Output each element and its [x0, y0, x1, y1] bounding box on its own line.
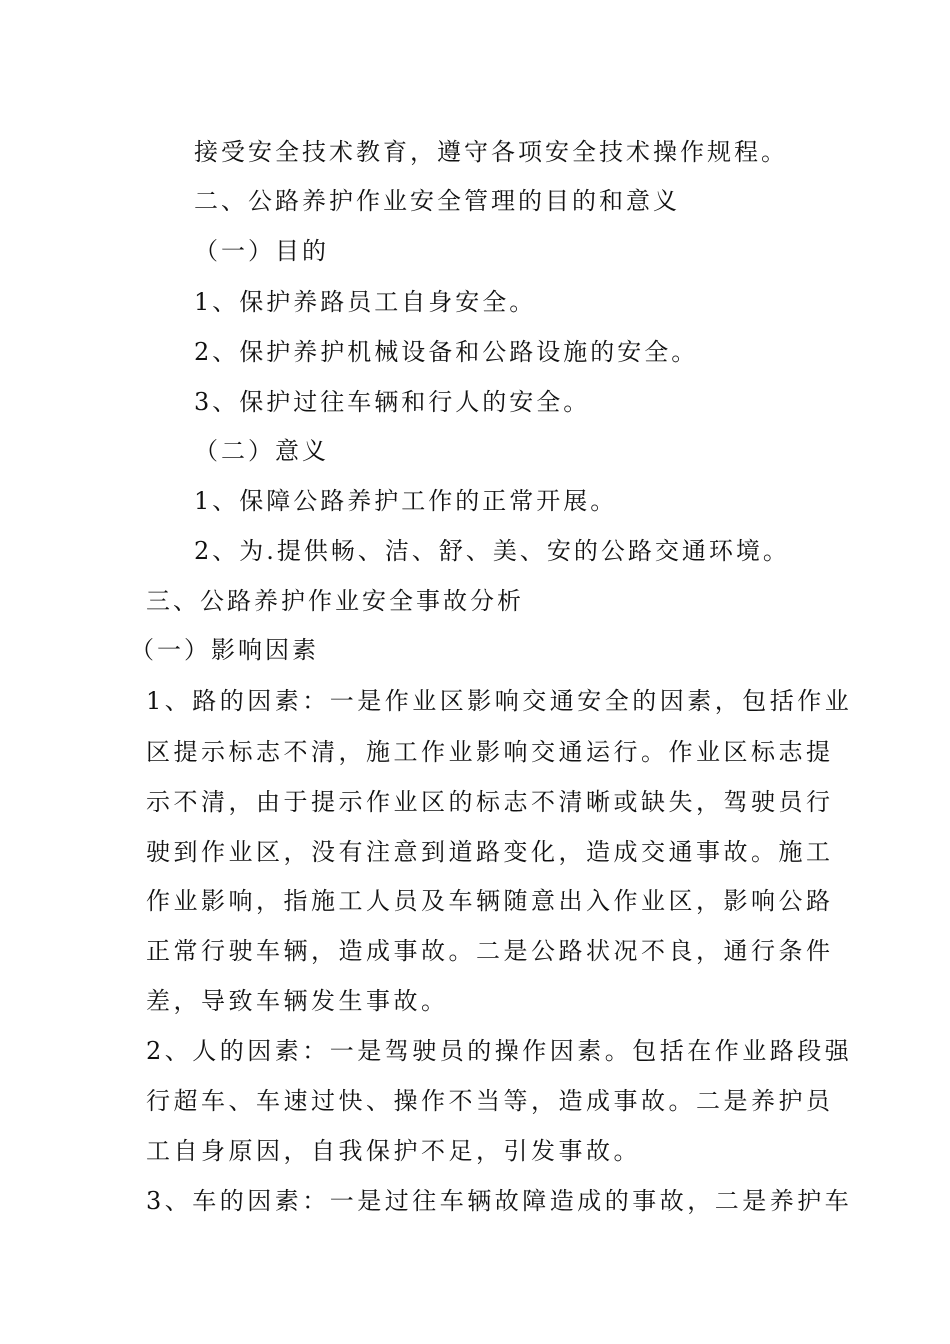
paragraph-line: 工自身原因，自我保护不足，引发事故。: [146, 1137, 641, 1165]
list-item: 2、为.提供畅、洁、舒、美、安的公路交通环境。: [194, 537, 790, 565]
subsection-heading: （一）影响因素: [130, 636, 319, 664]
list-item: 1、保障公路养护工作的正常开展。: [194, 487, 618, 515]
subsection-heading: （二）意义: [194, 437, 329, 465]
paragraph-line: 示不清，由于提示作业区的标志不清晰或缺失，驾驶员行: [146, 788, 834, 816]
paragraph-line: 正常行驶车辆，造成事故。二是公路状况不良，通行条件: [146, 937, 834, 965]
paragraph-line: 行超车、车速过快、操作不当等，造成事故。二是养护员: [146, 1087, 834, 1115]
paragraph-line: 差，导致车辆发生事故。: [146, 987, 449, 1015]
paragraph-line: 驶到作业区，没有注意到道路变化，造成交通事故。施工: [146, 838, 834, 866]
list-item: 1、保护养路员工自身安全。: [194, 288, 537, 316]
paragraph-line: 1、路的因素：一是作业区影响交通安全的因素，包括作业: [146, 687, 853, 715]
paragraph-line: 2、人的因素：一是驾驶员的操作因素。包括在作业路段强: [146, 1037, 853, 1065]
text-line: 接受安全技术教育，遵守各项安全技术操作规程。: [194, 138, 788, 166]
paragraph-line: 区提示标志不清，施工作业影响交通运行。作业区标志提: [146, 738, 834, 766]
section-heading: 三、公路养护作业安全事故分析: [146, 587, 524, 615]
paragraph-line: 3、车的因素：一是过往车辆故障造成的事故，二是养护车: [146, 1187, 853, 1215]
list-item: 3、保护过往车辆和行人的安全。: [194, 388, 591, 416]
section-heading: 二、公路养护作业安全管理的目的和意义: [194, 187, 680, 215]
subsection-heading: （一）目的: [194, 237, 329, 265]
list-item: 2、保护养护机械设备和公路设施的安全。: [194, 338, 699, 366]
paragraph-line: 作业影响，指施工人员及车辆随意出入作业区，影响公路: [146, 887, 834, 915]
